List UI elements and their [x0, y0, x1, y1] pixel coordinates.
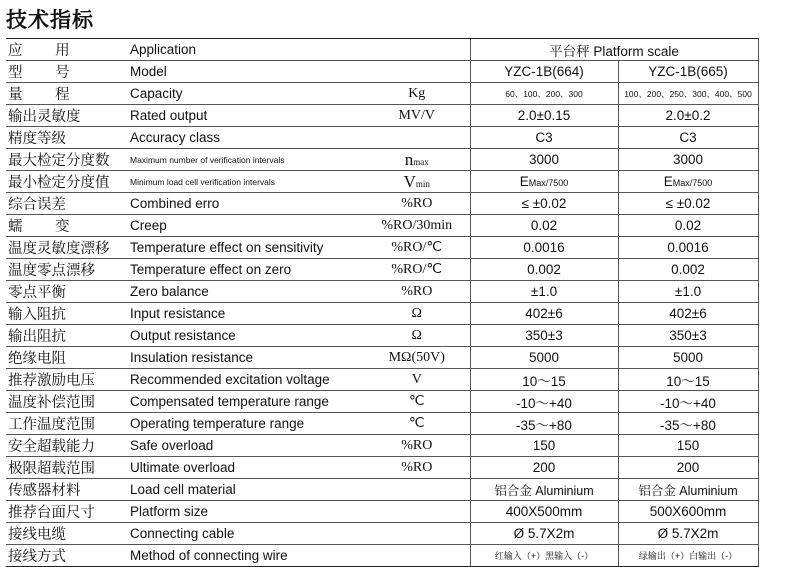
value-subscript: Max/7500	[672, 178, 713, 188]
param-unit: %RO	[364, 435, 470, 457]
param-name-zh: 量 程	[6, 83, 128, 105]
table-row	[6, 545, 758, 567]
table-row	[6, 61, 758, 83]
param-name-zh: 最小检定分度值	[6, 171, 128, 193]
param-value: 10～15	[470, 369, 618, 391]
param-name-zh: 传感器材料	[6, 479, 128, 501]
param-name-zh: 推荐激励电压	[6, 369, 128, 391]
param-unit: %RO	[364, 193, 470, 215]
table-row	[6, 391, 758, 413]
param-name-zh: 温度零点漂移	[6, 259, 128, 281]
param-name-zh: 安全超载能力	[6, 435, 128, 457]
param-name-zh: 综合误差	[6, 193, 128, 215]
table-row	[6, 127, 758, 149]
param-value: 平台秤 Platform scale	[470, 39, 758, 61]
param-name-zh: 输出阻抗	[6, 325, 128, 347]
param-value: 0.0016	[618, 237, 758, 259]
value-symbol: E	[519, 174, 529, 189]
param-value: 红输入（+）黑输入（-）	[470, 545, 618, 567]
param-value: 铝合金 Aluminium	[618, 479, 758, 501]
param-value: 绿输出（+）白输出（-）	[618, 545, 758, 567]
param-name-en: Creep	[128, 215, 364, 237]
table-row	[6, 237, 758, 259]
param-name-zh: 极限超载范围	[6, 457, 128, 479]
table-row	[6, 523, 758, 545]
param-value: 150	[470, 435, 618, 457]
param-unit: ℃	[364, 413, 470, 435]
param-unit	[364, 545, 470, 567]
param-value: 350±3	[618, 325, 758, 347]
param-value: 60、100、200、300	[470, 83, 618, 105]
param-value: 200	[618, 457, 758, 479]
param-value: 5000	[618, 347, 758, 369]
param-name-zh: 应 用	[6, 39, 128, 61]
param-name-en: Combined erro	[128, 193, 364, 215]
param-name-en: Minimum load cell verification intervals	[128, 171, 364, 193]
unit-symbol: V	[403, 171, 416, 191]
param-unit: ℃	[364, 391, 470, 413]
table-row	[6, 105, 758, 127]
param-unit: Kg	[364, 83, 470, 105]
table-row	[6, 281, 758, 303]
param-name-en: Method of connecting wire	[128, 545, 364, 567]
param-unit	[364, 127, 470, 149]
param-name-zh: 温度灵敏度漂移	[6, 237, 128, 259]
param-unit: %RO	[364, 281, 470, 303]
param-value	[470, 171, 618, 193]
param-name-en: Recommended excitation voltage	[128, 369, 364, 391]
page-title: 技术指标	[6, 8, 94, 32]
param-value: 铝合金 Aluminium	[470, 479, 618, 501]
param-name-zh: 接线电缆	[6, 523, 128, 545]
unit-symbol: n	[404, 149, 414, 169]
param-value: 0.002	[470, 259, 618, 281]
table-row	[6, 83, 758, 105]
param-value: YZC-1B(664)	[470, 61, 618, 83]
param-name-zh: 工作温度范围	[6, 413, 128, 435]
param-value: 200	[470, 457, 618, 479]
param-name-en: Ultimate overload	[128, 457, 364, 479]
param-unit	[364, 523, 470, 545]
table-row	[6, 435, 758, 457]
param-value: ≤ ±0.02	[618, 193, 758, 215]
param-value: 3000	[470, 149, 618, 171]
table-row	[6, 457, 758, 479]
table-row	[6, 413, 758, 435]
param-value: 0.02	[470, 215, 618, 237]
param-name-zh: 绝缘电阻	[6, 347, 128, 369]
param-name-zh: 精度等级	[6, 127, 128, 149]
param-name-en: Rated output	[128, 105, 364, 127]
table-row	[6, 501, 758, 523]
param-unit: Ω	[364, 303, 470, 325]
param-name-en: Zero balance	[128, 281, 364, 303]
param-unit: MV/V	[364, 105, 470, 127]
param-unit	[364, 149, 470, 171]
param-value: Ø 5.7X2m	[618, 523, 758, 545]
table-row	[6, 325, 758, 347]
param-name-en: Operating temperature range	[128, 413, 364, 435]
param-name-en: Maximum number of verification intervals	[128, 149, 364, 171]
param-name-en: Load cell material	[128, 479, 364, 501]
param-value: 0.002	[618, 259, 758, 281]
table-row	[6, 149, 758, 171]
param-unit	[364, 479, 470, 501]
param-unit	[364, 501, 470, 523]
param-value: 402±6	[618, 303, 758, 325]
table-row	[6, 479, 758, 501]
param-name-en: Capacity	[128, 83, 364, 105]
table-row	[6, 39, 758, 61]
param-name-en: Insulation resistance	[128, 347, 364, 369]
value-subscript: Max/7500	[528, 178, 569, 188]
param-value: Ø 5.7X2m	[470, 523, 618, 545]
param-value: -35～+80	[618, 413, 758, 435]
param-name-en: Application	[128, 39, 364, 61]
param-value: 2.0±0.15	[470, 105, 618, 127]
param-unit	[364, 61, 470, 83]
param-value: ±1.0	[470, 281, 618, 303]
param-value: 3000	[618, 149, 758, 171]
param-value: 150	[618, 435, 758, 457]
param-value: 0.0016	[470, 237, 618, 259]
param-value: -10～+40	[470, 391, 618, 413]
param-name-en: Safe overload	[128, 435, 364, 457]
param-value: 5000	[470, 347, 618, 369]
param-name-zh: 蠕 变	[6, 215, 128, 237]
param-name-en: Accuracy class	[128, 127, 364, 149]
unit-subscript: max	[413, 156, 429, 167]
param-unit: %RO/℃	[364, 259, 470, 281]
param-value: 2.0±0.2	[618, 105, 758, 127]
param-name-zh: 输入阻抗	[6, 303, 128, 325]
table-row	[6, 259, 758, 281]
param-value: YZC-1B(665)	[618, 61, 758, 83]
param-value: ±1.0	[618, 281, 758, 303]
param-value: 100、200、250、300、400、500	[618, 83, 758, 105]
table-row	[6, 347, 758, 369]
param-name-en: Platform size	[128, 501, 364, 523]
param-name-en: Connecting cable	[128, 523, 364, 545]
unit-subscript: min	[415, 178, 430, 189]
table-row	[6, 303, 758, 325]
param-name-zh: 零点平衡	[6, 281, 128, 303]
param-name-zh: 最大检定分度数	[6, 149, 128, 171]
param-name-zh: 接线方式	[6, 545, 128, 567]
param-name-en: Temperature effect on sensitivity	[128, 237, 364, 259]
param-value: 500X600mm	[618, 501, 758, 523]
table-row	[6, 171, 758, 193]
param-name-zh: 温度补偿范围	[6, 391, 128, 413]
param-value: 350±3	[470, 325, 618, 347]
param-unit: %RO/30min	[364, 215, 470, 237]
param-value: 402±6	[470, 303, 618, 325]
param-value	[618, 171, 758, 193]
param-name-zh: 输出灵敏度	[6, 105, 128, 127]
param-unit: Ω	[364, 325, 470, 347]
param-value: ≤ ±0.02	[470, 193, 618, 215]
param-unit: %RO	[364, 457, 470, 479]
param-value: C3	[618, 127, 758, 149]
param-value: 0.02	[618, 215, 758, 237]
table-row	[6, 193, 758, 215]
param-unit: V	[364, 369, 470, 391]
param-name-en: Output resistance	[128, 325, 364, 347]
param-value: -35～+80	[470, 413, 618, 435]
param-unit	[364, 171, 470, 193]
param-value: C3	[470, 127, 618, 149]
param-name-en: Model	[128, 61, 364, 83]
param-name-zh: 型 号	[6, 61, 128, 83]
param-name-zh: 推荐台面尺寸	[6, 501, 128, 523]
param-value: 10～15	[618, 369, 758, 391]
param-name-en: Compensated temperature range	[128, 391, 364, 413]
param-unit: MΩ(50V)	[364, 347, 470, 369]
table-row	[6, 215, 758, 237]
param-unit	[364, 39, 470, 61]
param-value: -10～+40	[618, 391, 758, 413]
param-value: 400X500mm	[470, 501, 618, 523]
spec-table	[6, 38, 759, 567]
param-name-en: Temperature effect on zero	[128, 259, 364, 281]
param-unit: %RO/℃	[364, 237, 470, 259]
table-row	[6, 369, 758, 391]
value-symbol: E	[663, 174, 673, 189]
param-name-en: Input resistance	[128, 303, 364, 325]
